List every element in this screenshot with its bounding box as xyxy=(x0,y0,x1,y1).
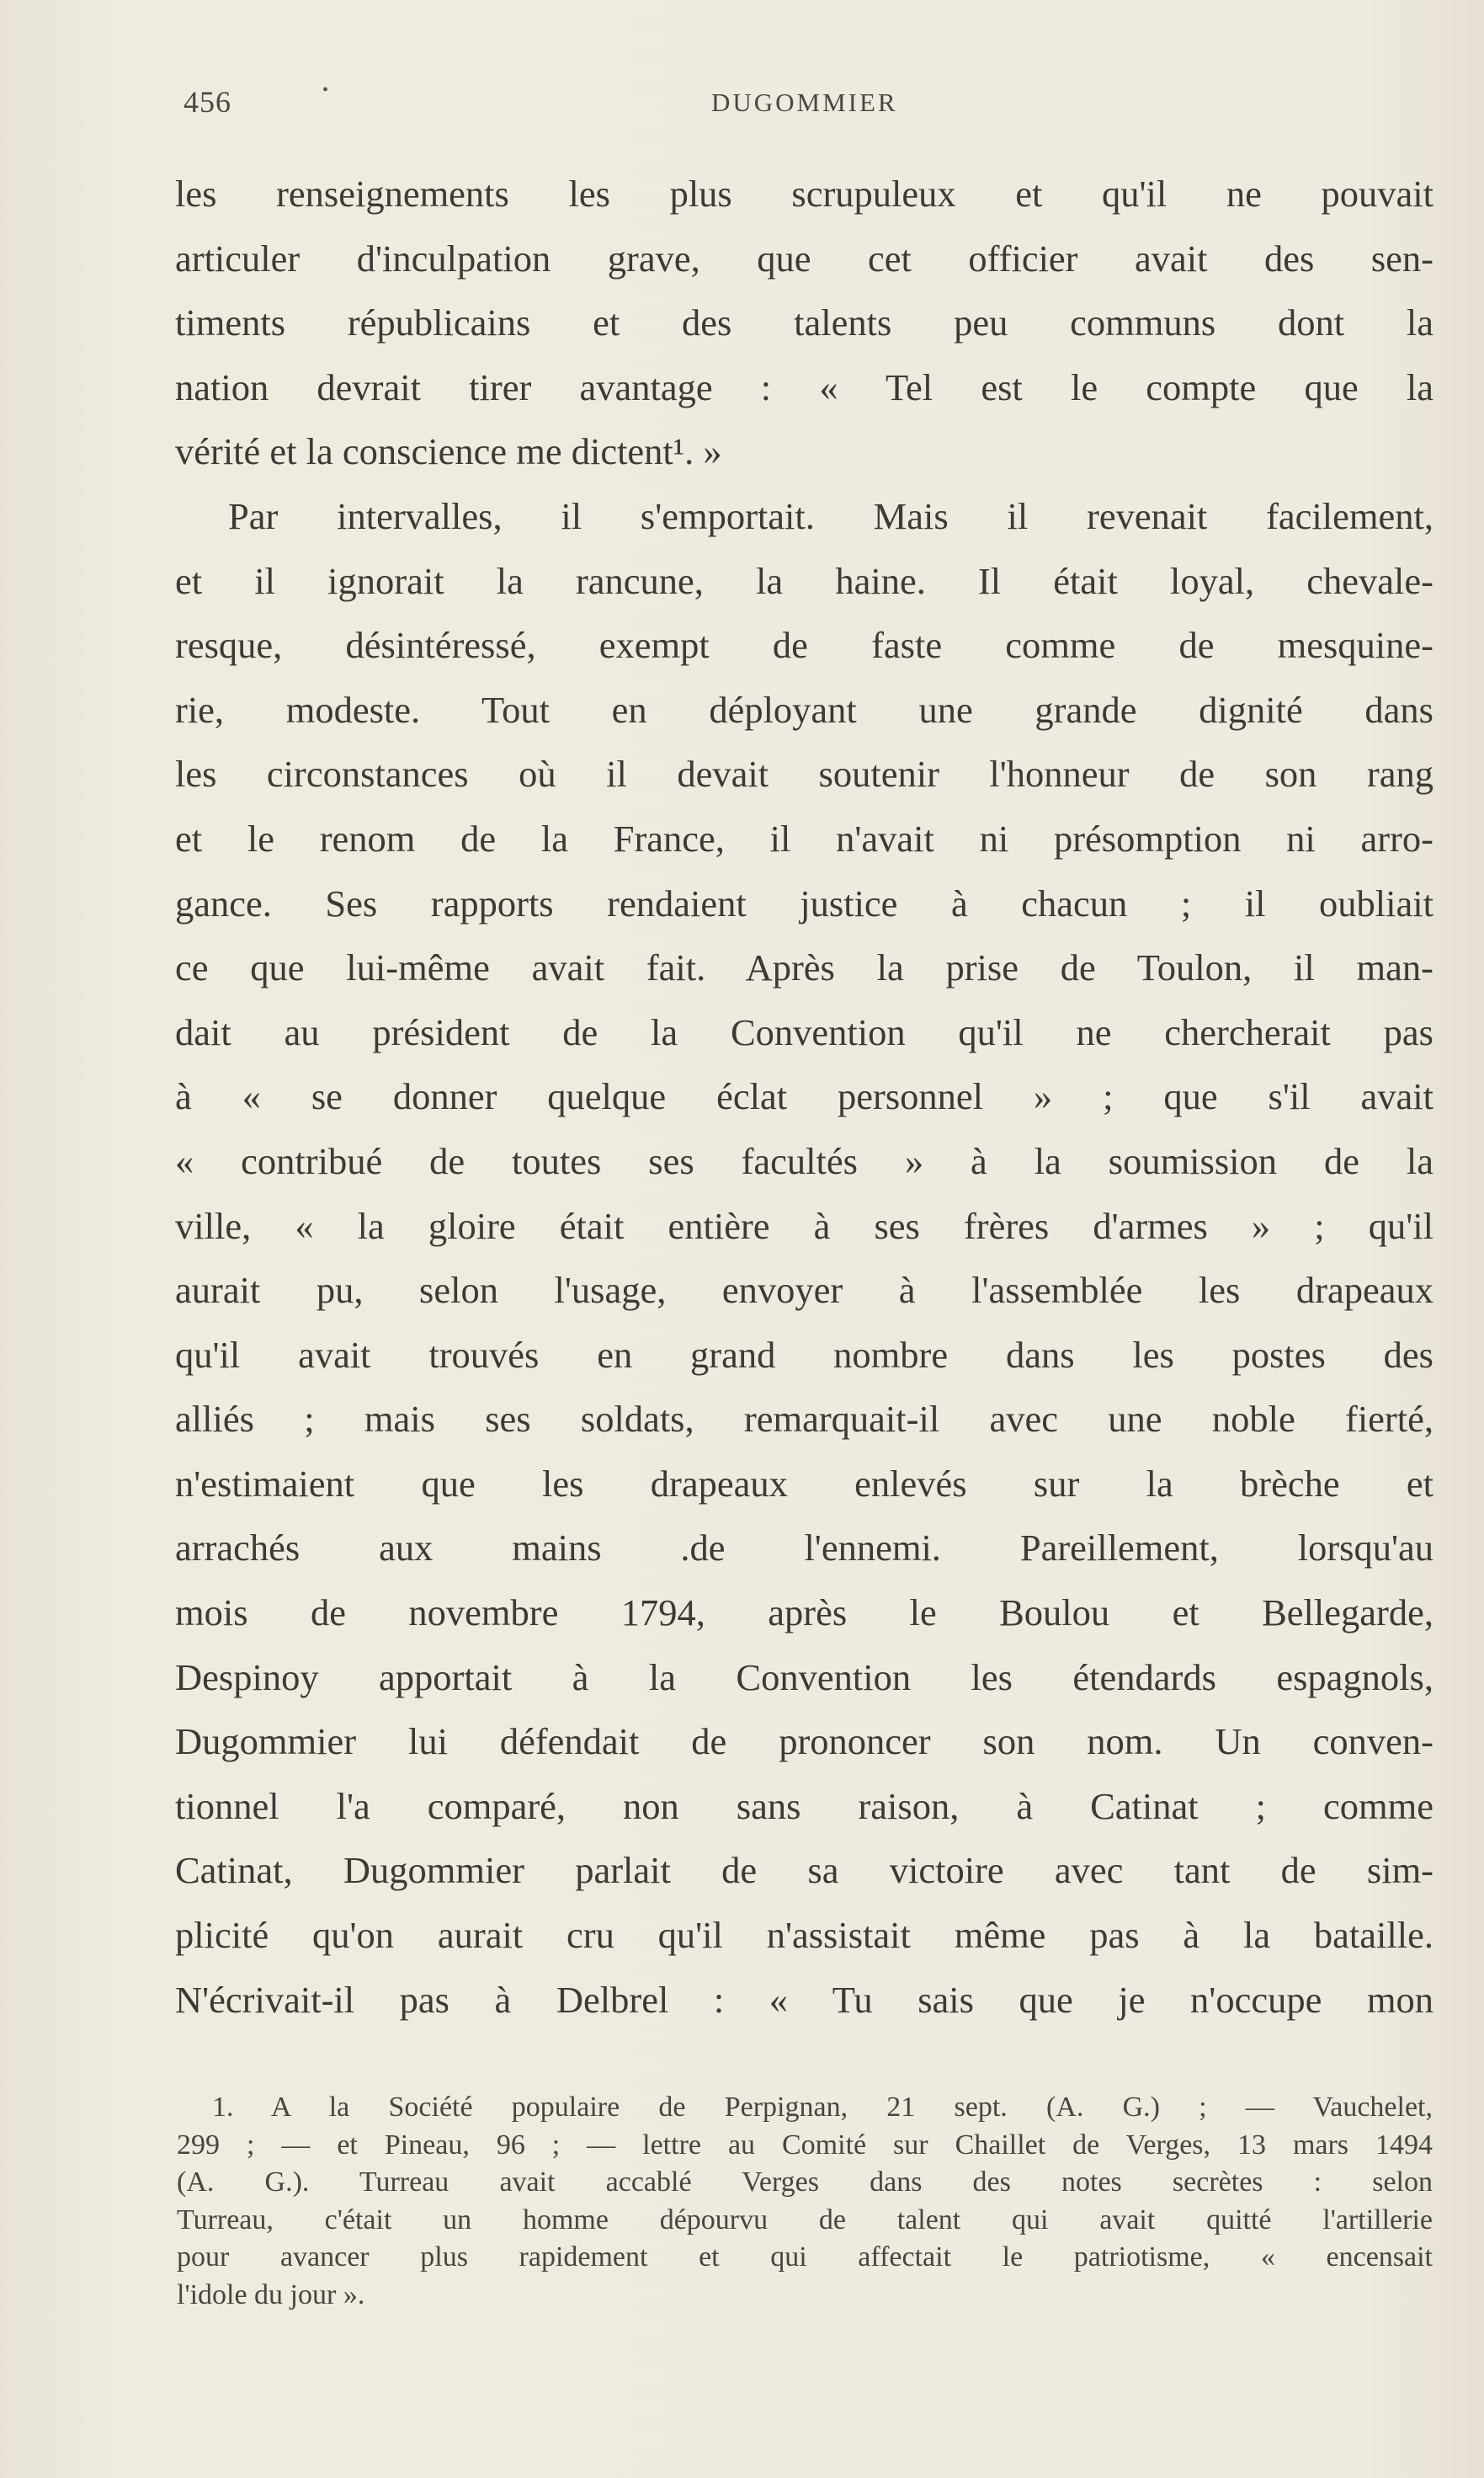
footnote-line: 299 ; — et Pineau, 96 ; — lettre au Comité sur Chaillet de Verges, 13 mars 1494 xyxy=(177,2129,1433,2161)
text-line: timents républicains et des talents peu communs dont la xyxy=(175,301,1433,344)
text-line: aurait pu, selon l'usage, envoyer à l'assemblée les drapeaux xyxy=(175,1269,1433,1312)
text-line: plicité qu'on aurait cru qu'il n'assistait même pas à la bataille. xyxy=(175,1914,1433,1957)
text-line: rie, modeste. Tout en déployant une grande dignité dans xyxy=(175,688,1433,731)
text-line: n'estimaient que les drapeaux enlevés sur la brèche et xyxy=(175,1462,1433,1505)
text-line: vérité et la conscience me dictent¹. » xyxy=(175,430,722,473)
footnote-line: l'idole du jour ». xyxy=(177,2278,365,2310)
text-line: Par intervalles, il s'emportait. Mais il revenait facilement, xyxy=(228,494,1433,537)
footnote-line: 1. A la Société populaire de Perpignan, 21 sept. (A. G.) ; — Vauchelet, xyxy=(212,2092,1433,2123)
text-line: gance. Ses rapports rendaient justice à chacun ; il oubliait xyxy=(175,882,1433,925)
footnotes xyxy=(177,2089,1433,2314)
text-line: articuler d'inculpation grave, que cet officier avait des sen- xyxy=(175,237,1433,280)
text-line: resque, désintéressé, exempt de faste comme de mesquine- xyxy=(175,624,1433,667)
text-line: les circonstances où il devait soutenir l'honneur de son rang xyxy=(175,753,1433,796)
page-header xyxy=(184,81,1438,135)
footnote-line: (A. G.). Turreau avait accablé Verges dans des notes secrètes : selon xyxy=(177,2166,1433,2198)
text-line: et il ignorait la rancune, la haine. Il était loyal, chevale- xyxy=(175,559,1433,602)
text-line: à « se donner quelque éclat personnel » ; que s'il avait xyxy=(175,1075,1433,1118)
text-line: arrachés aux mains .de l'ennemi. Pareillement, lorsqu'au xyxy=(175,1527,1433,1569)
text-line: Dugommier lui défendait de prononcer son nom. Un conven- xyxy=(175,1720,1433,1763)
text-line: dait au président de la Convention qu'il ne chercherait pas xyxy=(175,1010,1433,1053)
main-text xyxy=(175,162,1433,2032)
page-number: 456 xyxy=(184,85,231,119)
text-line: N'écrivait-il pas à Delbrel : « Tu sais que je n'occupe mon xyxy=(175,1978,1433,2021)
text-line: et le renom de la France, il n'avait ni présomption ni arro- xyxy=(175,817,1433,860)
footnote-line: pour avancer plus rapidement et qui affectait le patriotisme, « encensait xyxy=(177,2241,1433,2273)
ornament-mark: • xyxy=(322,81,329,99)
text-line: nation devrait tirer avantage : « Tel est le compte que la xyxy=(175,365,1433,408)
text-line: « contribué de toutes ses facultés » à la soumission de la xyxy=(175,1139,1433,1182)
text-line: alliés ; mais ses soldats, remarquait-il avec une noble fierté, xyxy=(175,1398,1433,1441)
text-line: Despinoy apportait à la Convention les étendards espagnols, xyxy=(175,1655,1433,1698)
text-line: mois de novembre 1794, après le Boulou et Bellegarde, xyxy=(175,1591,1433,1634)
text-line: Catinat, Dugommier parlait de sa victoire avec tant de sim- xyxy=(175,1849,1433,1892)
footnote-line: Turreau, c'était un homme dépourvu de talent qui avait quitté l'artillerie xyxy=(177,2204,1433,2236)
text-line: les renseignements les plus scrupuleux et qu'il ne pouvait xyxy=(175,173,1433,215)
text-line: ville, « la gloire était entière à ses frères d'armes » ; qu'il xyxy=(175,1204,1433,1247)
text-line: ce que lui-même avait fait. Après la prise de Toulon, il man- xyxy=(175,946,1433,989)
text-line: tionnel l'a comparé, non sans raison, à Catinat ; comme xyxy=(175,1784,1433,1827)
text-line: qu'il avait trouvés en grand nombre dans les postes des xyxy=(175,1333,1433,1376)
running-title: DUGOMMIER xyxy=(711,88,898,117)
